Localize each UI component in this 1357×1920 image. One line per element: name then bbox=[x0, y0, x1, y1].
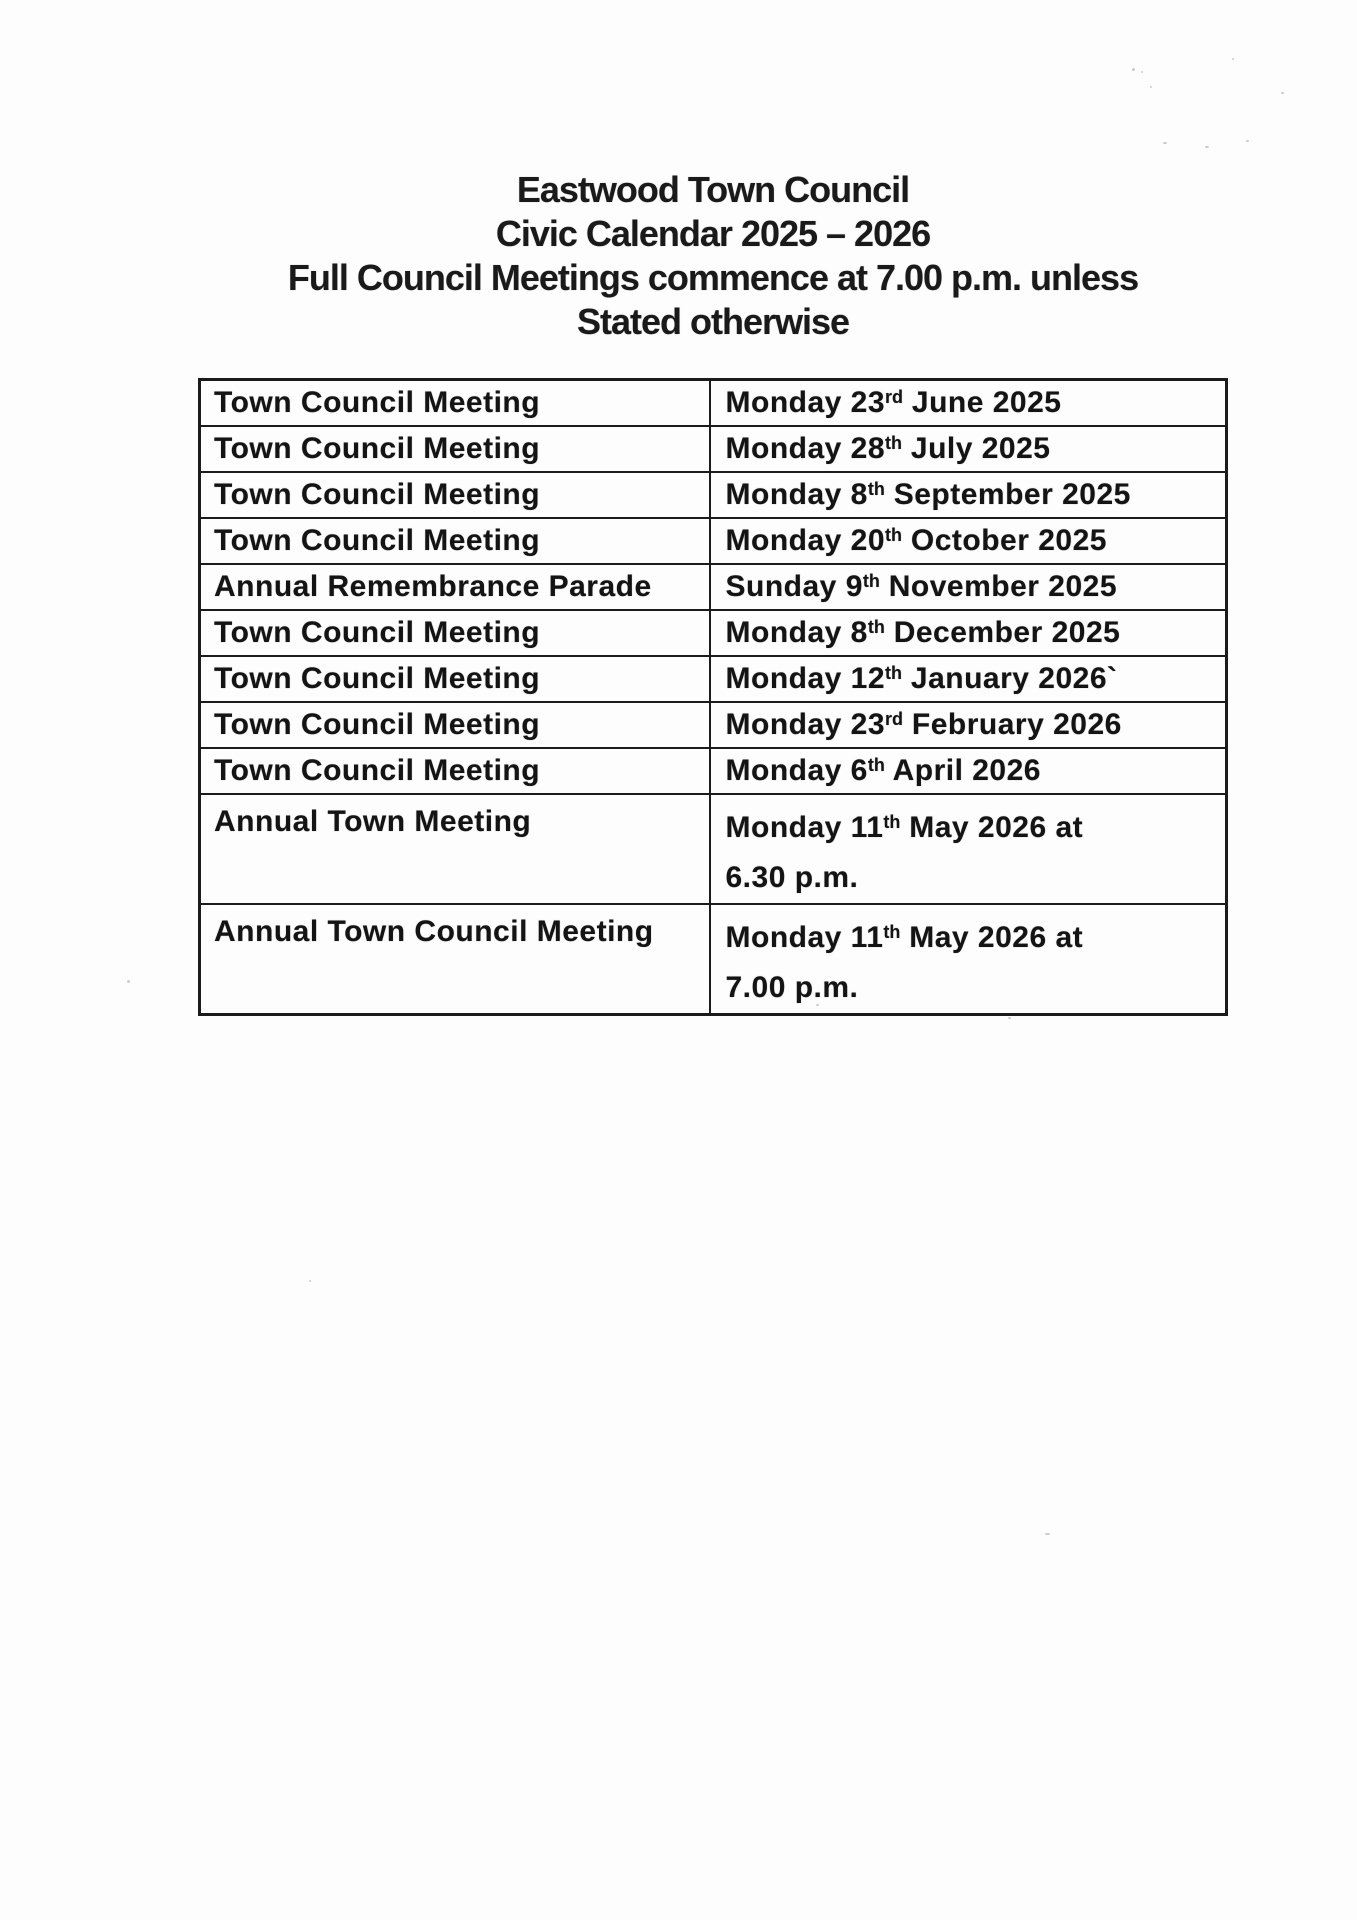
table-row bbox=[200, 702, 1227, 748]
date-cell: Monday 12th January 2026` bbox=[710, 656, 1227, 702]
ordinal-superscript: rd bbox=[885, 708, 904, 729]
date-cell: Monday 8th December 2025 bbox=[710, 610, 1227, 656]
scan-speck bbox=[1150, 86, 1152, 88]
table-row bbox=[200, 656, 1227, 702]
event-cell: Town Council Meeting bbox=[200, 518, 710, 564]
ordinal-superscript: th bbox=[885, 524, 903, 545]
date-cell: Monday 23rd February 2026 bbox=[710, 702, 1227, 748]
scan-speck bbox=[1163, 142, 1167, 144]
scan-speck bbox=[816, 1004, 819, 1006]
table-row bbox=[200, 426, 1227, 472]
event-cell: Annual Town Meeting bbox=[200, 794, 710, 904]
scan-speck bbox=[309, 1280, 311, 1282]
title-line-1: Eastwood Town Council bbox=[516, 169, 910, 210]
ordinal-superscript: th bbox=[885, 662, 903, 683]
table-row bbox=[200, 904, 1227, 1015]
scan-speck bbox=[1246, 140, 1249, 142]
table-row bbox=[200, 472, 1227, 518]
date-cell: Monday 28th July 2025 bbox=[710, 426, 1227, 472]
event-cell: Town Council Meeting bbox=[200, 472, 710, 518]
date-cell: Monday 20th October 2025 bbox=[710, 518, 1227, 564]
table-row bbox=[200, 518, 1227, 564]
table-row bbox=[200, 380, 1227, 426]
document-title bbox=[68, 168, 1357, 344]
event-cell: Town Council Meeting bbox=[200, 610, 710, 656]
ordinal-superscript: th bbox=[885, 432, 903, 453]
title-line-4: Stated otherwise bbox=[576, 301, 850, 342]
event-cell: Town Council Meeting bbox=[200, 748, 710, 794]
table-row bbox=[200, 748, 1227, 794]
date-cell: Monday 23rd June 2025 bbox=[710, 380, 1227, 426]
ordinal-superscript: th bbox=[883, 811, 901, 832]
table-row bbox=[200, 610, 1227, 656]
date-cell: Monday 8th September 2025 bbox=[710, 472, 1227, 518]
table-row bbox=[200, 794, 1227, 904]
title-line-3: Full Council Meetings commence at 7.00 p.m. unless bbox=[287, 257, 1139, 298]
ordinal-superscript: th bbox=[867, 754, 885, 775]
ordinal-superscript: th bbox=[862, 570, 880, 591]
event-cell: Town Council Meeting bbox=[200, 426, 710, 472]
table-row bbox=[200, 564, 1227, 610]
scan-speck bbox=[1008, 1017, 1011, 1019]
scan-speck bbox=[1232, 58, 1234, 60]
ordinal-superscript: th bbox=[867, 616, 885, 637]
scan-speck bbox=[1205, 146, 1209, 148]
ordinal-superscript: th bbox=[867, 478, 885, 499]
ordinal-superscript: th bbox=[883, 921, 901, 942]
date-cell: Monday 6th April 2026 bbox=[710, 748, 1227, 794]
event-cell: Annual Remembrance Parade bbox=[200, 564, 710, 610]
event-cell: Town Council Meeting bbox=[200, 380, 710, 426]
scan-speck bbox=[1132, 68, 1135, 71]
scan-speck bbox=[1045, 1533, 1050, 1535]
ordinal-superscript: rd bbox=[885, 386, 904, 407]
event-cell: Town Council Meeting bbox=[200, 656, 710, 702]
civic-calendar-table bbox=[198, 378, 1228, 1016]
scan-speck bbox=[127, 980, 130, 983]
date-cell: Sunday 9th November 2025 bbox=[710, 564, 1227, 610]
date-cell: Monday 11th May 2026 at 7.00 p.m. bbox=[710, 904, 1227, 1015]
date-cell: Monday 11th May 2026 at 6.30 p.m. bbox=[710, 794, 1227, 904]
event-cell: Annual Town Council Meeting bbox=[200, 904, 710, 1015]
title-line-2: Civic Calendar 2025 – 2026 bbox=[495, 213, 931, 254]
scan-speck bbox=[1281, 92, 1284, 94]
scan-speck bbox=[1141, 71, 1143, 73]
event-cell: Town Council Meeting bbox=[200, 702, 710, 748]
